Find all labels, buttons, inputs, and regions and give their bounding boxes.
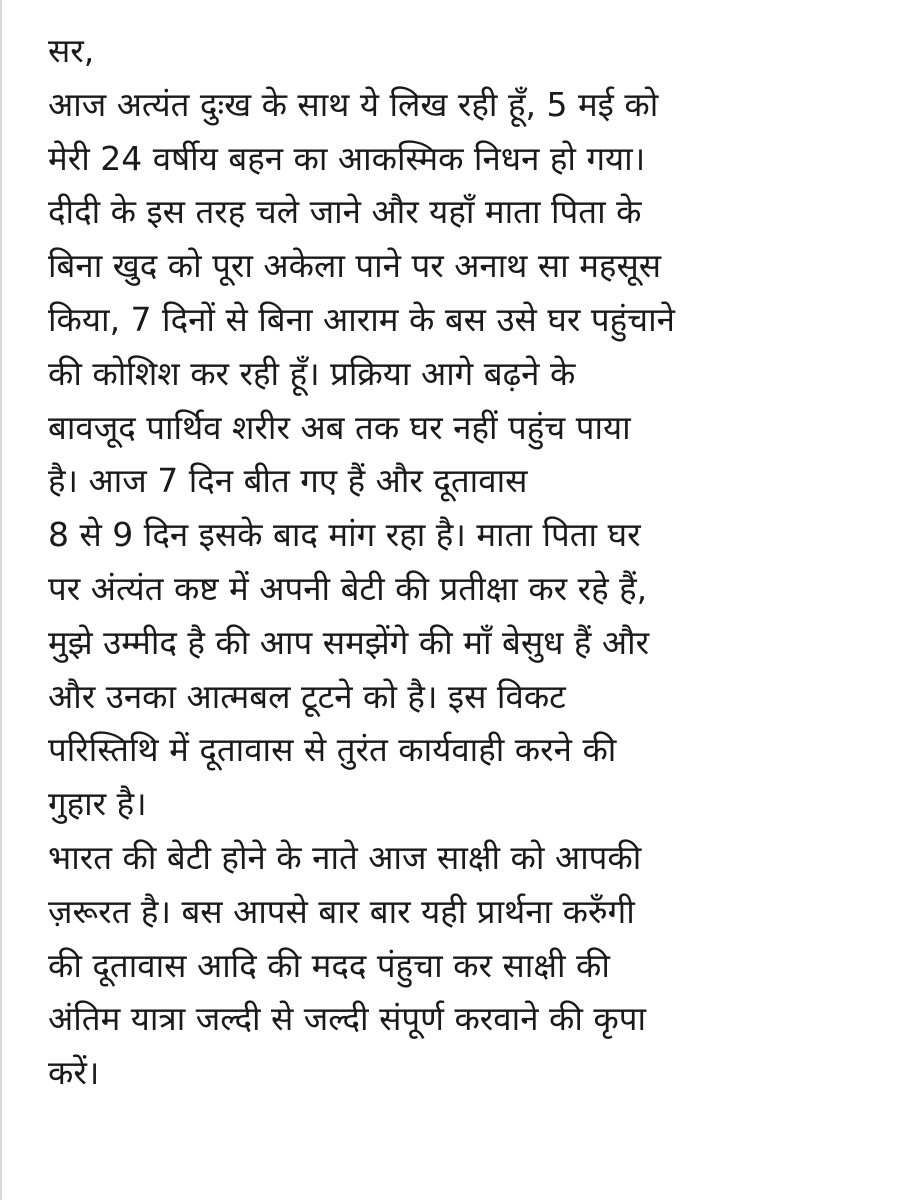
letter-line: है। आज 7 दिन बीत गए हैं और दूतावास bbox=[48, 461, 528, 501]
letter-line: करें। bbox=[48, 1053, 100, 1093]
letter-line: मुझे उम्मीद है की आप समझेंगे की माँ बेसुध हैं और bbox=[48, 622, 650, 662]
letter-line: बिना खुद को पूरा अकेला पाने पर अनाथ सा महसूस bbox=[48, 246, 662, 286]
letter-line: बावजूद पार्थिव शरीर अब तक घर नहीं पहुंच पाया bbox=[48, 407, 631, 447]
letter-line: मेरी 24 वर्षीय बहन का आकस्मिक निधन हो गया। bbox=[48, 138, 646, 178]
letter-line: भारत की बेटी होने के नाते आज साक्षी को आपकी bbox=[48, 837, 642, 877]
letter-line: दीदी के इस तरह चले जाने और यहाँ माता पिता के bbox=[48, 192, 642, 232]
letter-line: अंतिम यात्रा जल्दी से जल्दी संपूर्ण करवाने की कृपा bbox=[48, 999, 647, 1039]
letter-line: सर, bbox=[48, 31, 95, 70]
letter-line: की दूतावास आदि की मदद पंहुचा कर साक्षी की bbox=[48, 945, 610, 985]
letter-line: और उनका आत्मबल टूटने को है। इस विकट bbox=[48, 676, 566, 716]
letter-line: परिस्तिथि में दूतावास से तुरंत कार्यवाही करने की bbox=[48, 730, 617, 770]
letter-line: 8 से 9 दिन इसके बाद मांग रहा है। माता पिता घर bbox=[48, 515, 641, 555]
letter-line: ज़रूरत है। बस आपसे बार बार यही प्रार्थना करुँगी bbox=[48, 891, 635, 931]
letter-line: किया, 7 दिनों से बिना आराम के बस उसे घर पहुंचाने bbox=[48, 299, 675, 339]
letter-body bbox=[48, 24, 908, 1100]
letter-line: की कोशिश कर रही हूँ। प्रक्रिया आगे बढ़ने के bbox=[48, 353, 576, 393]
letter-line: आज अत्यंत दुःख के साथ ये लिख रही हूँ, 5 मई को bbox=[48, 84, 659, 124]
letter-line: पर अंत्यंत कष्ट में अपनी बेटी की प्रतीक्षा कर रहे हैं, bbox=[48, 568, 648, 608]
letter-line: गुहार है। bbox=[48, 784, 147, 824]
